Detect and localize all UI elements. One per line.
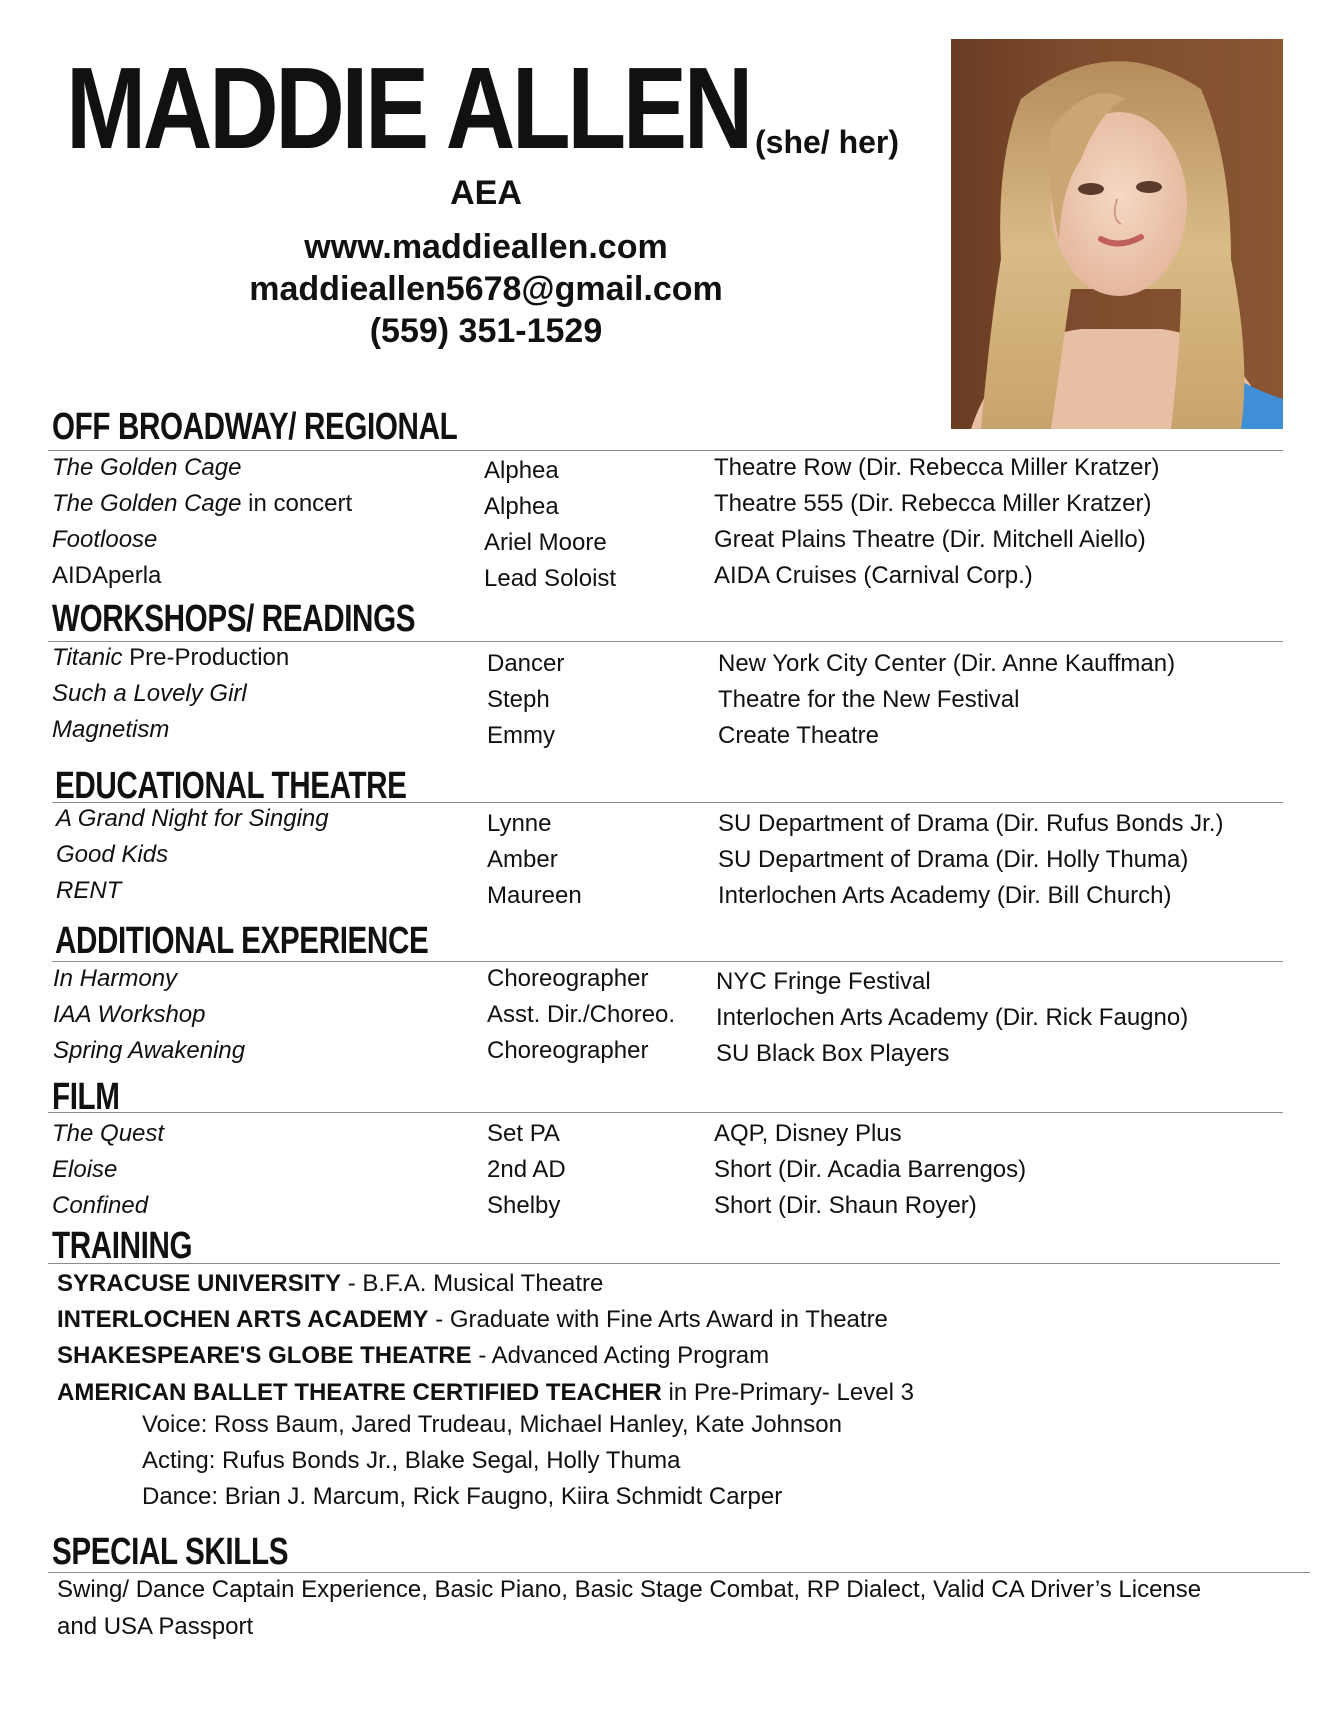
pronouns: (she/ her) xyxy=(755,124,900,160)
section-title-film: FILM xyxy=(52,1076,120,1118)
credit-venue: AQP, Disney Plus xyxy=(714,1120,902,1147)
credit-role: Lead Soloist xyxy=(484,565,617,592)
credit-venue: Interlochen Arts Academy (Dir. Bill Church) xyxy=(718,882,1172,909)
credit-venue: SU Black Box Players xyxy=(716,1040,950,1067)
website-link[interactable]: www.maddieallen.com xyxy=(304,228,668,266)
credit-show: Eloise xyxy=(52,1156,118,1183)
credit-show: AIDAperla xyxy=(52,562,162,589)
teacher-list: Acting: Rufus Bonds Jr., Blake Segal, Holly Thuma xyxy=(142,1447,681,1474)
credit-role: Shelby xyxy=(487,1192,561,1219)
section-title-off-broadway: OFF BROADWAY/ REGIONAL xyxy=(52,406,458,448)
credit-role: Maureen xyxy=(487,882,582,909)
credit-show: The Golden Cage in concert xyxy=(52,490,353,517)
special-skills-text: Swing/ Dance Captain Experience, Basic Piano, Basic Stage Combat, RP Dialect, Valid CA Driver’s License xyxy=(57,1576,1202,1603)
credit-role: Ariel Moore xyxy=(484,529,607,556)
credit-role: Steph xyxy=(487,686,550,713)
credit-venue: Create Theatre xyxy=(718,722,879,749)
section-title-skills: SPECIAL SKILLS xyxy=(52,1531,289,1573)
email-link[interactable]: maddieallen5678@gmail.com xyxy=(249,270,723,308)
section-divider xyxy=(52,961,1283,962)
credit-show: Such a Lovely Girl xyxy=(52,680,247,707)
credit-venue: Theatre Row (Dir. Rebecca Miller Kratzer) xyxy=(714,454,1160,481)
credit-role: Alphea xyxy=(484,493,559,520)
credit-venue: Great Plains Theatre (Dir. Mitchell Aiello) xyxy=(714,526,1146,553)
section-divider xyxy=(48,1572,1310,1573)
section-divider xyxy=(48,1112,1283,1113)
credit-role: Alphea xyxy=(484,457,559,484)
training-item: SHAKESPEARE'S GLOBE THEATRE - Advanced Acting Program xyxy=(57,1342,770,1369)
special-skills-text: and USA Passport xyxy=(57,1613,254,1640)
credit-role: Asst. Dir./Choreo. xyxy=(487,1001,676,1028)
section-title-educational: EDUCATIONAL THEATRE xyxy=(55,765,407,807)
credit-show: Confined xyxy=(52,1192,149,1219)
headshot-photo xyxy=(951,39,1283,429)
credit-venue: AIDA Cruises (Carnival Corp.) xyxy=(714,562,1033,589)
credit-role: Choreographer xyxy=(487,1037,649,1064)
credit-role: Choreographer xyxy=(487,965,649,992)
section-divider xyxy=(52,802,1283,803)
credit-show: Spring Awakening xyxy=(53,1037,246,1064)
teacher-list: Dance: Brian J. Marcum, Rick Faugno, Kiira Schmidt Carper xyxy=(142,1483,783,1510)
headshot-illustration xyxy=(951,39,1283,429)
credit-venue: Short (Dir. Acadia Barrengos) xyxy=(714,1156,1027,1183)
credit-show: Titanic Pre-Production xyxy=(52,644,290,671)
union-affiliation: AEA xyxy=(450,174,522,212)
credit-venue: New York City Center (Dir. Anne Kauffman) xyxy=(718,650,1176,677)
credit-show: Magnetism xyxy=(52,716,170,743)
training-item: SYRACUSE UNIVERSITY - B.F.A. Musical Theatre xyxy=(57,1270,604,1297)
credit-show: Good Kids xyxy=(56,841,169,868)
training-item: AMERICAN BALLET THEATRE CERTIFIED TEACHER in Pre-Primary- Level 3 xyxy=(57,1379,914,1406)
credit-show: The Golden Cage xyxy=(52,454,242,481)
section-title-additional: ADDITIONAL EXPERIENCE xyxy=(55,920,429,962)
credit-role: Amber xyxy=(487,846,558,873)
training-item: INTERLOCHEN ARTS ACADEMY - Graduate with Fine Arts Award in Theatre xyxy=(57,1306,888,1333)
credit-role: Dancer xyxy=(487,650,565,677)
teacher-list: Voice: Ross Baum, Jared Trudeau, Michael Hanley, Kate Johnson xyxy=(142,1411,842,1438)
credit-venue: Short (Dir. Shaun Royer) xyxy=(714,1192,977,1219)
credit-show: A Grand Night for Singing xyxy=(56,805,329,832)
section-title-workshops: WORKSHOPS/ READINGS xyxy=(52,598,416,640)
credit-venue: SU Department of Drama (Dir. Rufus Bonds Jr.) xyxy=(718,810,1224,837)
credit-show: The Quest xyxy=(52,1120,165,1147)
credit-role: Set PA xyxy=(487,1120,560,1147)
credit-show: Footloose xyxy=(52,526,158,553)
credit-show: IAA Workshop xyxy=(53,1001,206,1028)
credit-venue: Interlochen Arts Academy (Dir. Rick Faugno) xyxy=(716,1004,1189,1031)
phone-number: (559) 351-1529 xyxy=(369,312,603,350)
credit-show: RENT xyxy=(56,877,122,904)
credit-venue: SU Department of Drama (Dir. Holly Thuma) xyxy=(718,846,1189,873)
credit-venue: Theatre 555 (Dir. Rebecca Miller Kratzer) xyxy=(714,490,1152,517)
section-divider xyxy=(48,1263,1280,1264)
section-divider xyxy=(48,641,1283,642)
section-divider xyxy=(48,450,1283,451)
credit-role: Lynne xyxy=(487,810,552,837)
credit-role: 2nd AD xyxy=(487,1156,566,1183)
section-title-training: TRAINING xyxy=(52,1225,193,1267)
credit-role: Emmy xyxy=(487,722,555,749)
actor-name: MADDIE ALLEN xyxy=(66,43,751,173)
credit-venue: NYC Fringe Festival xyxy=(716,968,931,995)
credit-venue: Theatre for the New Festival xyxy=(718,686,1020,713)
credit-show: In Harmony xyxy=(53,965,178,992)
